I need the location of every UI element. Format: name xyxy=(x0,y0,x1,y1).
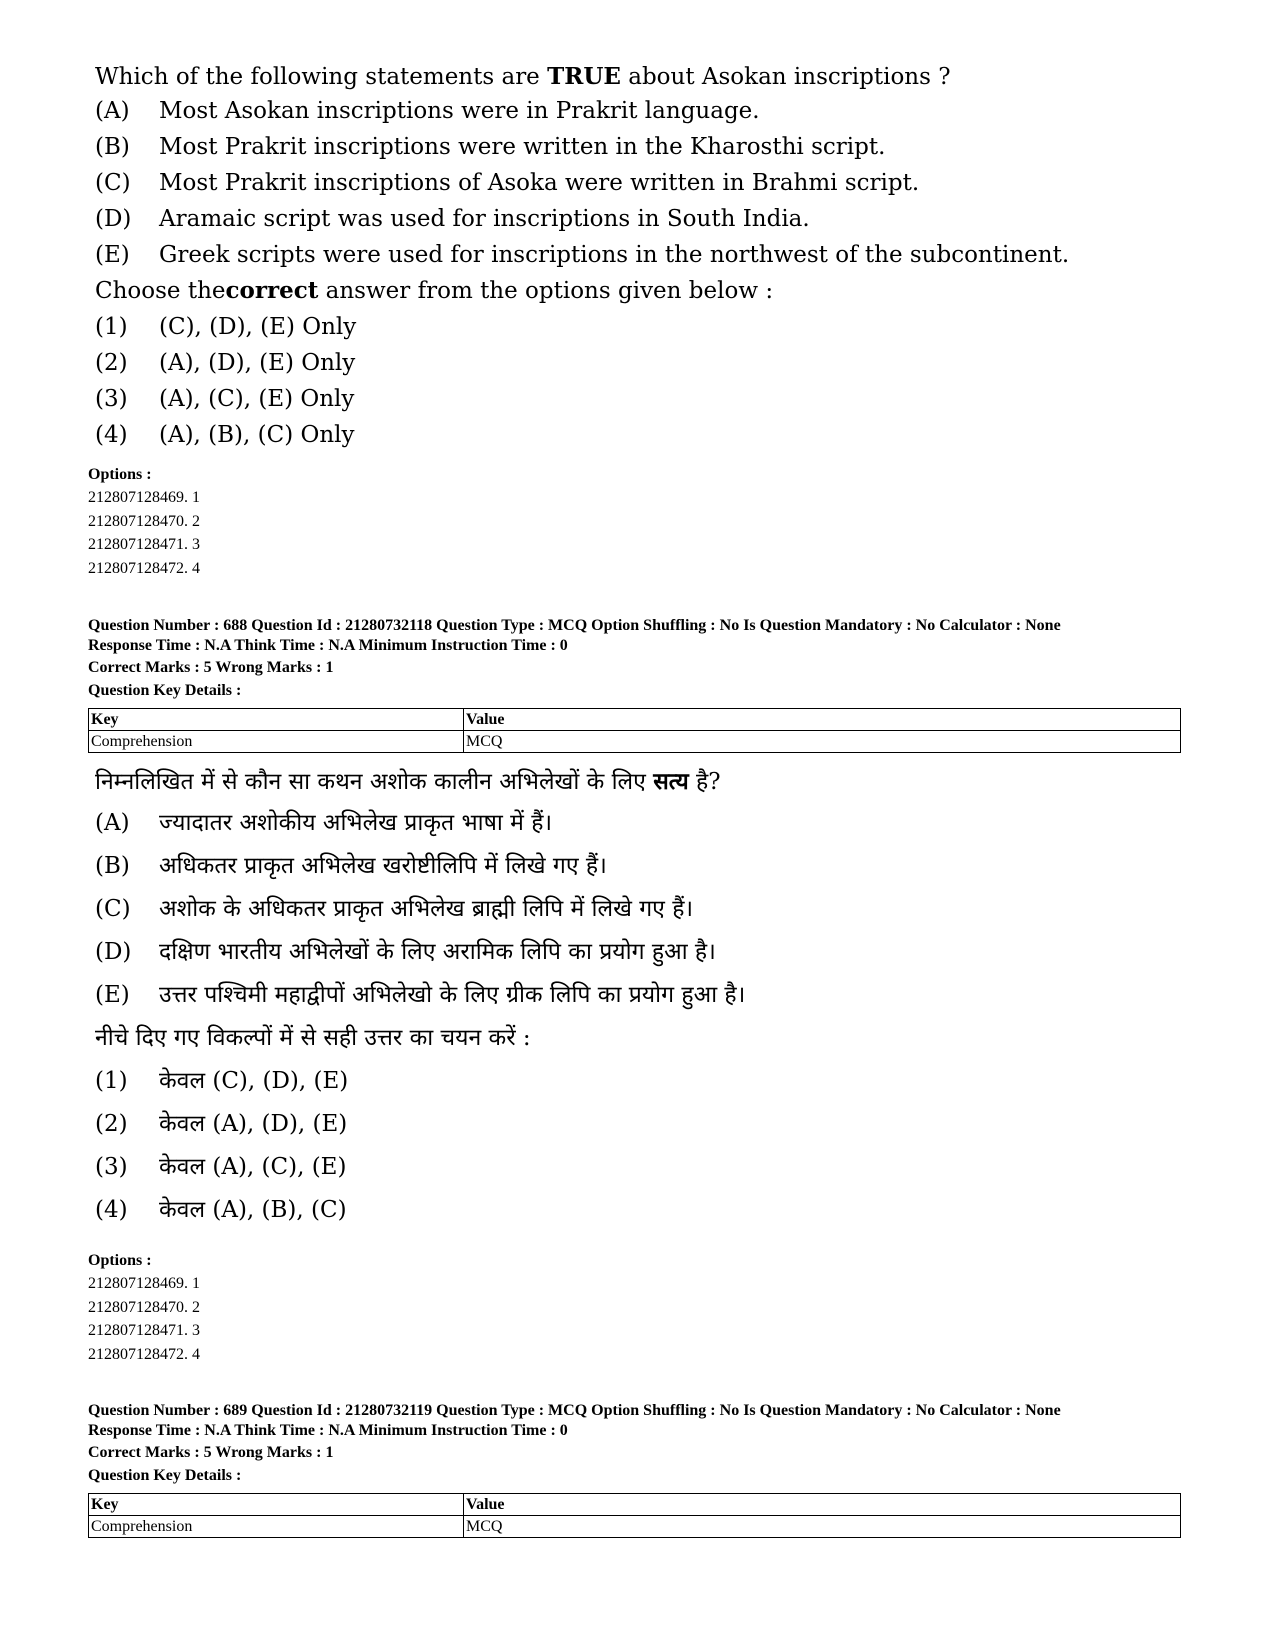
choice-4: (4) केवल (A), (B), (C) xyxy=(95,1197,347,1223)
emphasis-correct: correct xyxy=(225,277,319,304)
choice-3: (3) (A), (C), (E) Only xyxy=(95,386,355,412)
option-id: 212807128472. 4 xyxy=(88,559,200,577)
option-id: 212807128471. 3 xyxy=(88,1322,200,1339)
marks-info: Correct Marks : 5 Wrong Marks : 1 xyxy=(88,659,334,676)
choice-4: (4) (A), (B), (C) Only xyxy=(95,422,355,448)
options-block xyxy=(88,1249,200,1366)
table-cell: MCQ xyxy=(464,731,1181,753)
table-row xyxy=(89,1516,1181,1538)
options-heading: Options : xyxy=(88,466,152,483)
table-header-row xyxy=(89,1494,1181,1516)
statement-a: (A) Most Asokan inscriptions were in Prakrit language. xyxy=(95,98,760,124)
statement-b: (B) Most Prakrit inscriptions were written in the Kharosthi script. xyxy=(95,134,886,160)
option-id: 212807128470. 2 xyxy=(88,512,200,530)
option-id: 212807128472. 4 xyxy=(88,1345,200,1363)
question-header-688 xyxy=(88,616,1188,702)
emphasis-true: TRUE xyxy=(547,63,621,90)
table-cell: Comprehension xyxy=(89,1516,464,1538)
key-value-table xyxy=(88,708,1181,753)
option-id: 212807128469. 1 xyxy=(88,489,200,506)
statement-b: (B) अधिकतर प्राकृत अभिलेख खरोष्टीलिपि में लिखे गए हैं। xyxy=(95,853,607,879)
question-header-689 xyxy=(88,1401,1188,1487)
option-id: 212807128471. 3 xyxy=(88,536,200,553)
statement-d: (D) दक्षिण भारतीय अभिलेखों के लिए अरामिक लिपि का प्रयोग हुआ है। xyxy=(95,939,716,965)
choice-3: (3) केवल (A), (C), (E) xyxy=(95,1154,347,1180)
statement-a: (A) ज्यादातर अशोकीय अभिलेख प्राकृत भाषा में हैं। xyxy=(95,810,553,836)
option-id: 212807128469. 1 xyxy=(88,1275,200,1292)
choice-2: (2) (A), (D), (E) Only xyxy=(95,350,356,376)
timing-info: Response Time : N.A Think Time : N.A Minimum Instruction Time : 0 xyxy=(88,1422,568,1439)
emphasis-true: सत्य xyxy=(653,768,689,795)
question-stem: Which of the following statements are TRUE about Asokan inscriptions ? xyxy=(95,63,951,90)
question-info: Question Number : 689 Question Id : 21280732119 Question Type : MCQ Option Shuffling : No Is Question Mandatory : No Calculator : None xyxy=(88,1402,1061,1419)
table-cell: Key xyxy=(89,709,464,731)
table-row xyxy=(89,731,1181,753)
key-details-heading: Question Key Details : xyxy=(88,1467,242,1484)
choice-1: (1) केवल (C), (D), (E) xyxy=(95,1068,349,1094)
english-question xyxy=(95,60,1069,453)
statement-c: (C) Most Prakrit inscriptions of Asoka were written in Brahmi script. xyxy=(95,170,920,196)
key-value-table xyxy=(88,1493,1181,1538)
question-info: Question Number : 688 Question Id : 21280732118 Question Type : MCQ Option Shuffling : No Is Question Mandatory : No Calculator : None xyxy=(88,617,1061,634)
table-cell: Value xyxy=(464,709,1181,731)
choice-2: (2) केवल (A), (D), (E) xyxy=(95,1111,348,1137)
table-header-row xyxy=(89,709,1181,731)
option-id: 212807128470. 2 xyxy=(88,1298,200,1316)
statement-c: (C) अशोक के अधिकतर प्राकृत अभिलेख ब्राह्मी लिपि में लिखे गए हैं। xyxy=(95,896,694,922)
hindi-question xyxy=(95,762,745,1232)
statement-d: (D) Aramaic script was used for inscriptions in South India. xyxy=(95,206,810,232)
question-stem: निम्नलिखित में से कौन सा कथन अशोक कालीन अभिलेखों के लिए सत्य है? xyxy=(95,768,721,795)
statement-e: (E) Greek scripts were used for inscriptions in the northwest of the subcontinent. xyxy=(95,242,1070,268)
timing-info: Response Time : N.A Think Time : N.A Minimum Instruction Time : 0 xyxy=(88,637,568,654)
statement-e: (E) उत्तर पश्चिमी महाद्वीपों अभिलेखो के लिए ग्रीक लिपि का प्रयोग हुआ है। xyxy=(95,982,746,1008)
marks-info: Correct Marks : 5 Wrong Marks : 1 xyxy=(88,1444,334,1461)
options-block xyxy=(88,463,200,580)
answer-instruction: नीचे दिए गए विकल्पों में से सही उत्तर का चयन करें : xyxy=(95,1025,531,1051)
table-cell: Comprehension xyxy=(89,731,464,753)
table-cell: MCQ xyxy=(464,1516,1181,1538)
choice-1: (1) (C), (D), (E) Only xyxy=(95,314,357,340)
answer-instruction: Choose the correct answer from the options given below : xyxy=(95,273,1069,309)
key-details-heading: Question Key Details : xyxy=(88,682,242,699)
table-cell: Key xyxy=(89,1494,464,1516)
table-cell: Value xyxy=(464,1494,1181,1516)
options-heading: Options : xyxy=(88,1252,152,1269)
